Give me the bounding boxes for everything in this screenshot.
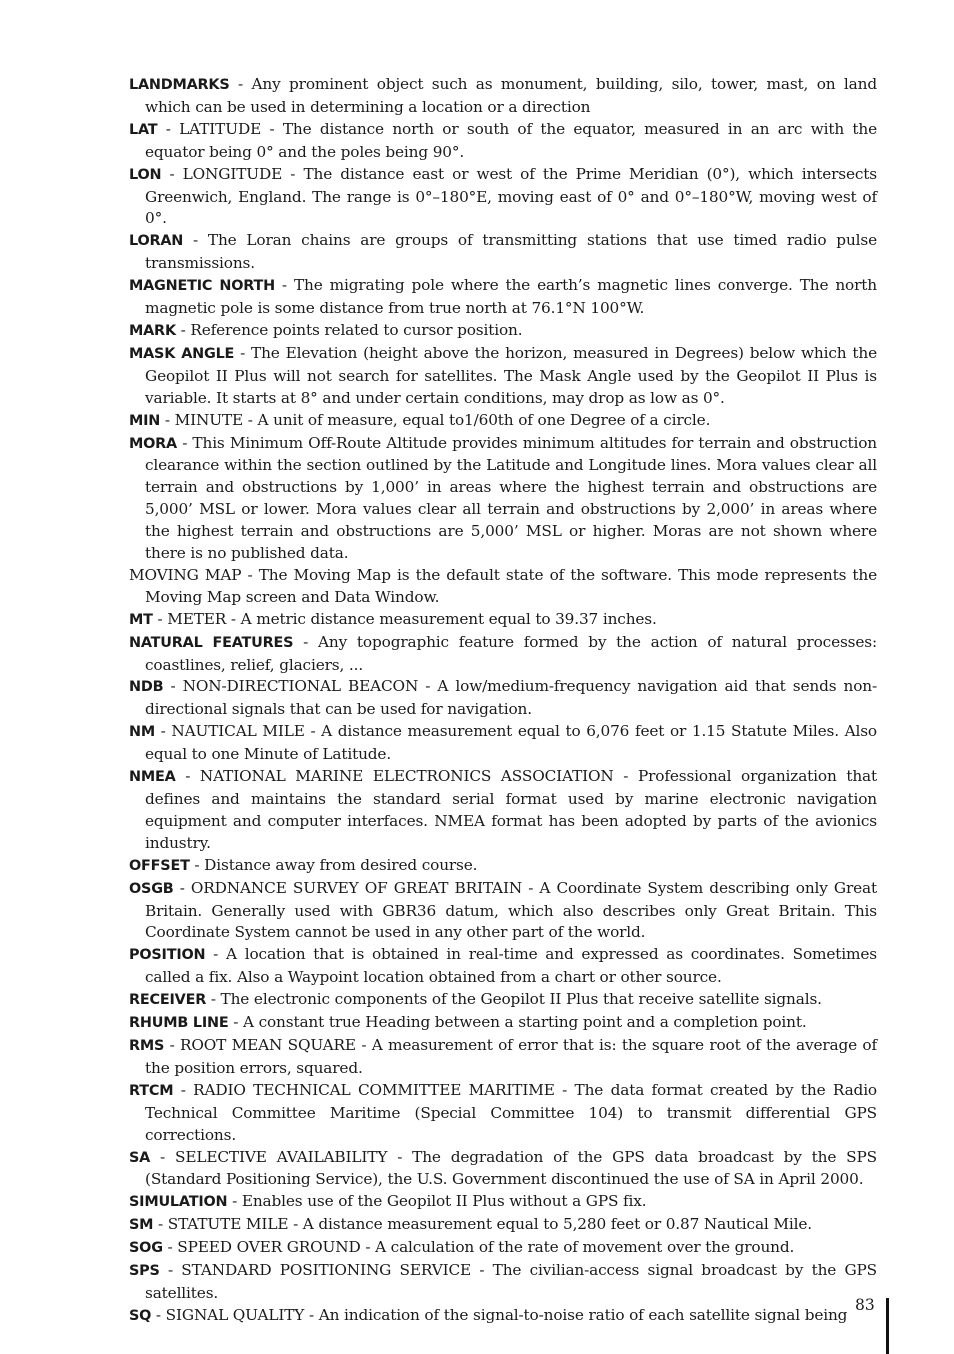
- glossary-term: RHUMB LINE: [129, 1015, 229, 1032]
- glossary-term: LAT: [129, 121, 158, 138]
- glossary-definition: - ORDNANCE SURVEY OF GREAT BRITAIN - A Coordinate System describing only Great Britain. Generally used with GBR36 datum, which also describes only Great Britain. This Coordinate System cannot be used in any other part of the world.: [145, 878, 877, 942]
- glossary-entry: [129, 565, 877, 609]
- glossary-entry: [129, 944, 877, 989]
- glossary-list: [129, 74, 877, 1328]
- glossary-definition: - Any prominent object such as monument, building, silo, tower, mast, on land which can be used in determining a location or a direction: [145, 75, 877, 116]
- page-edge-rule: [886, 1298, 889, 1354]
- glossary-entry: [129, 1080, 877, 1147]
- glossary-definition: - STATUTE MILE - A distance measurement equal to 5,280 feet or 0.87 Nautical Mile.: [153, 1215, 812, 1234]
- glossary-term: SA: [129, 1149, 151, 1166]
- glossary-definition: - The migrating pole where the earth’s magnetic lines converge. The north magnetic pole is some distance from true north at 76.1°N 100°W.: [145, 276, 877, 318]
- glossary-entry: [129, 320, 877, 343]
- glossary-entry: [129, 766, 877, 855]
- glossary-term: OFFSET: [129, 857, 190, 874]
- glossary-term: MAGNETIC NORTH: [129, 278, 275, 295]
- glossary-entry: [129, 1237, 877, 1260]
- glossary-entry: [129, 878, 877, 945]
- glossary-entry: [129, 609, 877, 632]
- glossary-term: SPS: [129, 1263, 160, 1280]
- glossary-entry: [129, 433, 877, 565]
- glossary-definition: - SPEED OVER GROUND - A calculation of the rate of movement over the ground.: [162, 1238, 795, 1257]
- glossary-term: MIN: [129, 412, 161, 429]
- glossary-term: RTCM: [129, 1082, 174, 1099]
- glossary-definition: - METER - A metric distance measurement equal to 39.37 inches.: [152, 609, 657, 628]
- glossary-term: MOVING MAP: [129, 565, 242, 584]
- glossary-definition: - LONGITUDE - The distance east or west of the Prime Meridian (0°), which intersects Greenwich, England. The range is 0°–180°E, moving east of 0° and 0°–180°W, moving west of 0°.: [145, 164, 877, 228]
- glossary-entry: [129, 1214, 877, 1237]
- glossary-definition: - The electronic components of the Geopilot II Plus that receive satellite signals.: [206, 990, 822, 1009]
- glossary-definition: - A constant true Heading between a starting point and a completion point.: [228, 1013, 807, 1032]
- glossary-term: NATURAL FEATURES: [129, 634, 294, 651]
- glossary-definition: - Enables use of the Geopilot II Plus without a GPS fix.: [227, 1192, 647, 1211]
- glossary-entry: [129, 74, 877, 119]
- glossary-term: LANDMARKS: [129, 77, 230, 93]
- glossary-term: SIMULATION: [129, 1194, 228, 1211]
- glossary-entry: [129, 1012, 877, 1035]
- glossary-term: MASK ANGLE: [129, 345, 235, 362]
- glossary-entry: [129, 1035, 877, 1080]
- glossary-term: SQ: [129, 1307, 152, 1324]
- glossary-definition: - MINUTE - A unit of measure, equal to1/60th of one Degree of a circle.: [160, 410, 711, 429]
- glossary-term: LORAN: [129, 233, 184, 250]
- glossary-entry: [129, 343, 877, 410]
- glossary-term: MARK: [129, 322, 176, 339]
- glossary-term: MT: [129, 611, 153, 628]
- glossary-definition: - Reference points related to cursor position.: [175, 320, 523, 339]
- glossary-definition: - The Loran chains are groups of transmitting stations that use timed radio pulse transmissions.: [145, 231, 877, 273]
- glossary-entry: [129, 230, 877, 275]
- glossary-term: SOG: [129, 1240, 163, 1257]
- glossary-definition: - NATIONAL MARINE ELECTRONICS ASSOCIATION - Professional organization that defines and maintains the standard serial format used by marine electronic navigation equipment and computer interfaces. NMEA format has been adopted by parts of the avionics industry.: [145, 767, 877, 852]
- glossary-definition: - ROOT MEAN SQUARE - A measurement of error that is: the square root of the average of the position errors, squared.: [145, 1035, 877, 1077]
- glossary-definition: - STANDARD POSITIONING SERVICE - The civilian-access signal broadcast by the GPS satellites.: [145, 1261, 877, 1302]
- glossary-entry: [129, 164, 877, 231]
- glossary-definition: - Distance away from desired course.: [189, 855, 478, 874]
- glossary-entry: [129, 1147, 877, 1192]
- glossary-definition: - LATITUDE - The distance north or south of the equator, measured in an arc with the equator being 0° and the poles being 90°.: [145, 119, 877, 161]
- glossary-term: NM: [129, 724, 155, 741]
- glossary-entry: [129, 1260, 877, 1305]
- glossary-entry: [129, 855, 877, 878]
- glossary-entry: [129, 1191, 877, 1214]
- glossary-definition: - The Moving Map is the default state of the software. This mode represents the Moving Map screen and Data Window.: [145, 565, 877, 606]
- glossary-definition: - RADIO TECHNICAL COMMITTEE MARITIME - The data format created by the Radio Technical Committee Maritime (Special Committee 104) to transmit differential GPS corrections.: [145, 1080, 877, 1144]
- glossary-term: NMEA: [129, 769, 176, 786]
- glossary-term: OSGB: [129, 880, 174, 897]
- glossary-term: SM: [129, 1217, 154, 1234]
- glossary-definition: - This Minimum Off-Route Altitude provides minimum altitudes for terrain and obstruction clearance within the section outlined by the Latitude and Longitude lines. Mora values clear all terrain and obstructions by 1,000’ in areas where the highest terrain and obstructions are 5,000’ MSL or lower. Mora values clear all terrain and obstructions by 2,000’ in areas where the highest terrain and obstructions are 5,000’ MSL or higher. Moras are not shown where there is no published data.: [145, 433, 877, 563]
- glossary-term: RECEIVER: [129, 992, 207, 1009]
- glossary-definition: - NON-DIRECTIONAL BEACON - A low/medium-frequency navigation aid that sends non-directional signals that can be used for navigation.: [145, 677, 877, 719]
- glossary-definition: - NAUTICAL MILE - A distance measurement equal to 6,076 feet or 1.15 Statute Miles. Also equal to one Minute of Latitude.: [145, 722, 877, 764]
- glossary-entry: [129, 721, 877, 766]
- glossary-definition: - SIGNAL QUALITY - An indication of the signal-to-noise ratio of each satellite signal being: [151, 1305, 848, 1324]
- page-number: 83: [855, 1296, 875, 1314]
- glossary-entry: [129, 632, 877, 677]
- glossary-term: MORA: [129, 435, 177, 452]
- glossary-definition: - Any topographic feature formed by the action of natural processes: coastlines, relief, glaciers, ...: [145, 632, 877, 674]
- glossary-term: POSITION: [129, 947, 206, 964]
- glossary-term: NDB: [129, 679, 164, 696]
- glossary-entry: [129, 275, 877, 320]
- glossary-term: RMS: [129, 1037, 165, 1054]
- glossary-entry: [129, 410, 877, 433]
- glossary-term: LON: [129, 166, 162, 183]
- glossary-entry: [129, 1305, 877, 1328]
- glossary-entry: [129, 989, 877, 1012]
- glossary-entry: [129, 676, 877, 721]
- glossary-definition: - SELECTIVE AVAILABILITY - The degradation of the GPS data broadcast by the SPS (Standard Positioning Service), the U.S. Government discontinued the use of SA in April 2000.: [145, 1147, 877, 1189]
- glossary-entry: [129, 119, 877, 164]
- glossary-definition: - A location that is obtained in real-time and expressed as coordinates. Sometimes called a fix. Also a Waypoint location obtained from a chart or other source.: [145, 945, 877, 987]
- glossary-definition: - The Elevation (height above the horizon, measured in Degrees) below which the Geopilot II Plus will not search for satellites. The Mask Angle used by the Geopilot II Plus is variable. It starts at 8° and under certain conditions, may drop as low as 0°.: [145, 343, 877, 407]
